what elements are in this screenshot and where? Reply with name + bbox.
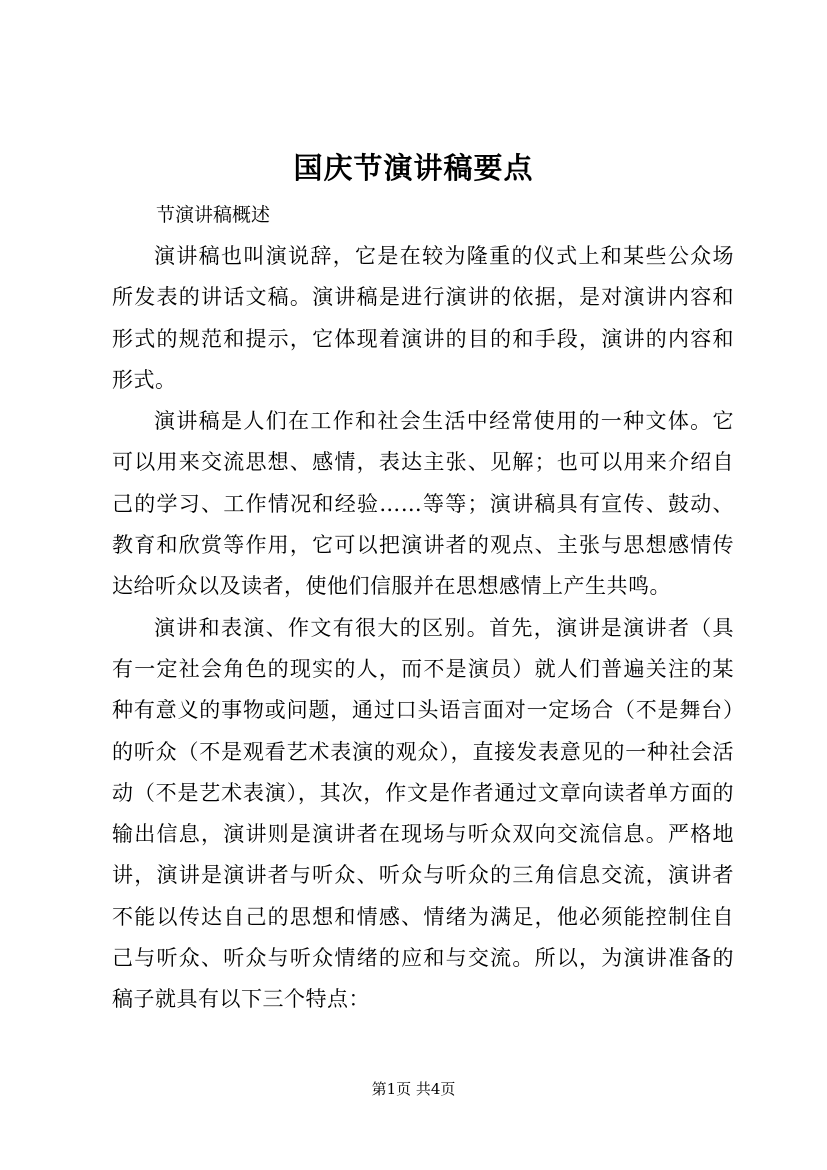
page-footer: 第1页 共4页	[371, 1080, 456, 1098]
document-title: 国庆节演讲稿要点	[293, 151, 534, 185]
paragraph: 演讲和表演、作文有很大的区别。首先，演讲是演讲者（具有一定社会角色的现实的人，而不是演员）就人们普遍关注的某种有意义的事物或问题，通过口头语言面对一定场合（不是舞台）的听众（不是观看艺术表演的观众），直接发表意见的一种社会活动（不是艺术表演），其次，作文是作者通过文章向读者单方面的输出信息，演讲则是演讲者在现场与听众双向交流信息。严格地讲，演讲是演讲者与听众、听众与听众的三角信息交流，演讲者不能以传达自己的思想和情感、情绪为满足，他必须能控制住自己与听众、听众与听众情绪的应和与交流。所以，为演讲准备的稿子就具有以下三个特点：	[112, 615, 734, 1012]
paragraph: 演讲稿也叫演说辞，它是在较为隆重的仪式上和某些公众场所发表的讲话文稿。演讲稿是进行演讲的依据，是对演讲内容和形式的规范和提示，它体现着演讲的目的和手段，演讲的内容和形式。	[112, 244, 734, 392]
paragraph: 演讲稿是人们在工作和社会生活中经常使用的一种文体。它可以用来交流思想、感情，表达主张、见解；也可以用来介绍自己的学习、工作情况和经验……等等；演讲稿具有宣传、鼓动、教育和欣赏等作用，它可以把演讲者的观点、主张与思想感情传达给听众以及读者，使他们信服并在思想感情上产生共鸣。	[112, 409, 734, 599]
document-body	[112, 236, 734, 1021]
section-heading: 节演讲稿概述	[156, 204, 271, 226]
